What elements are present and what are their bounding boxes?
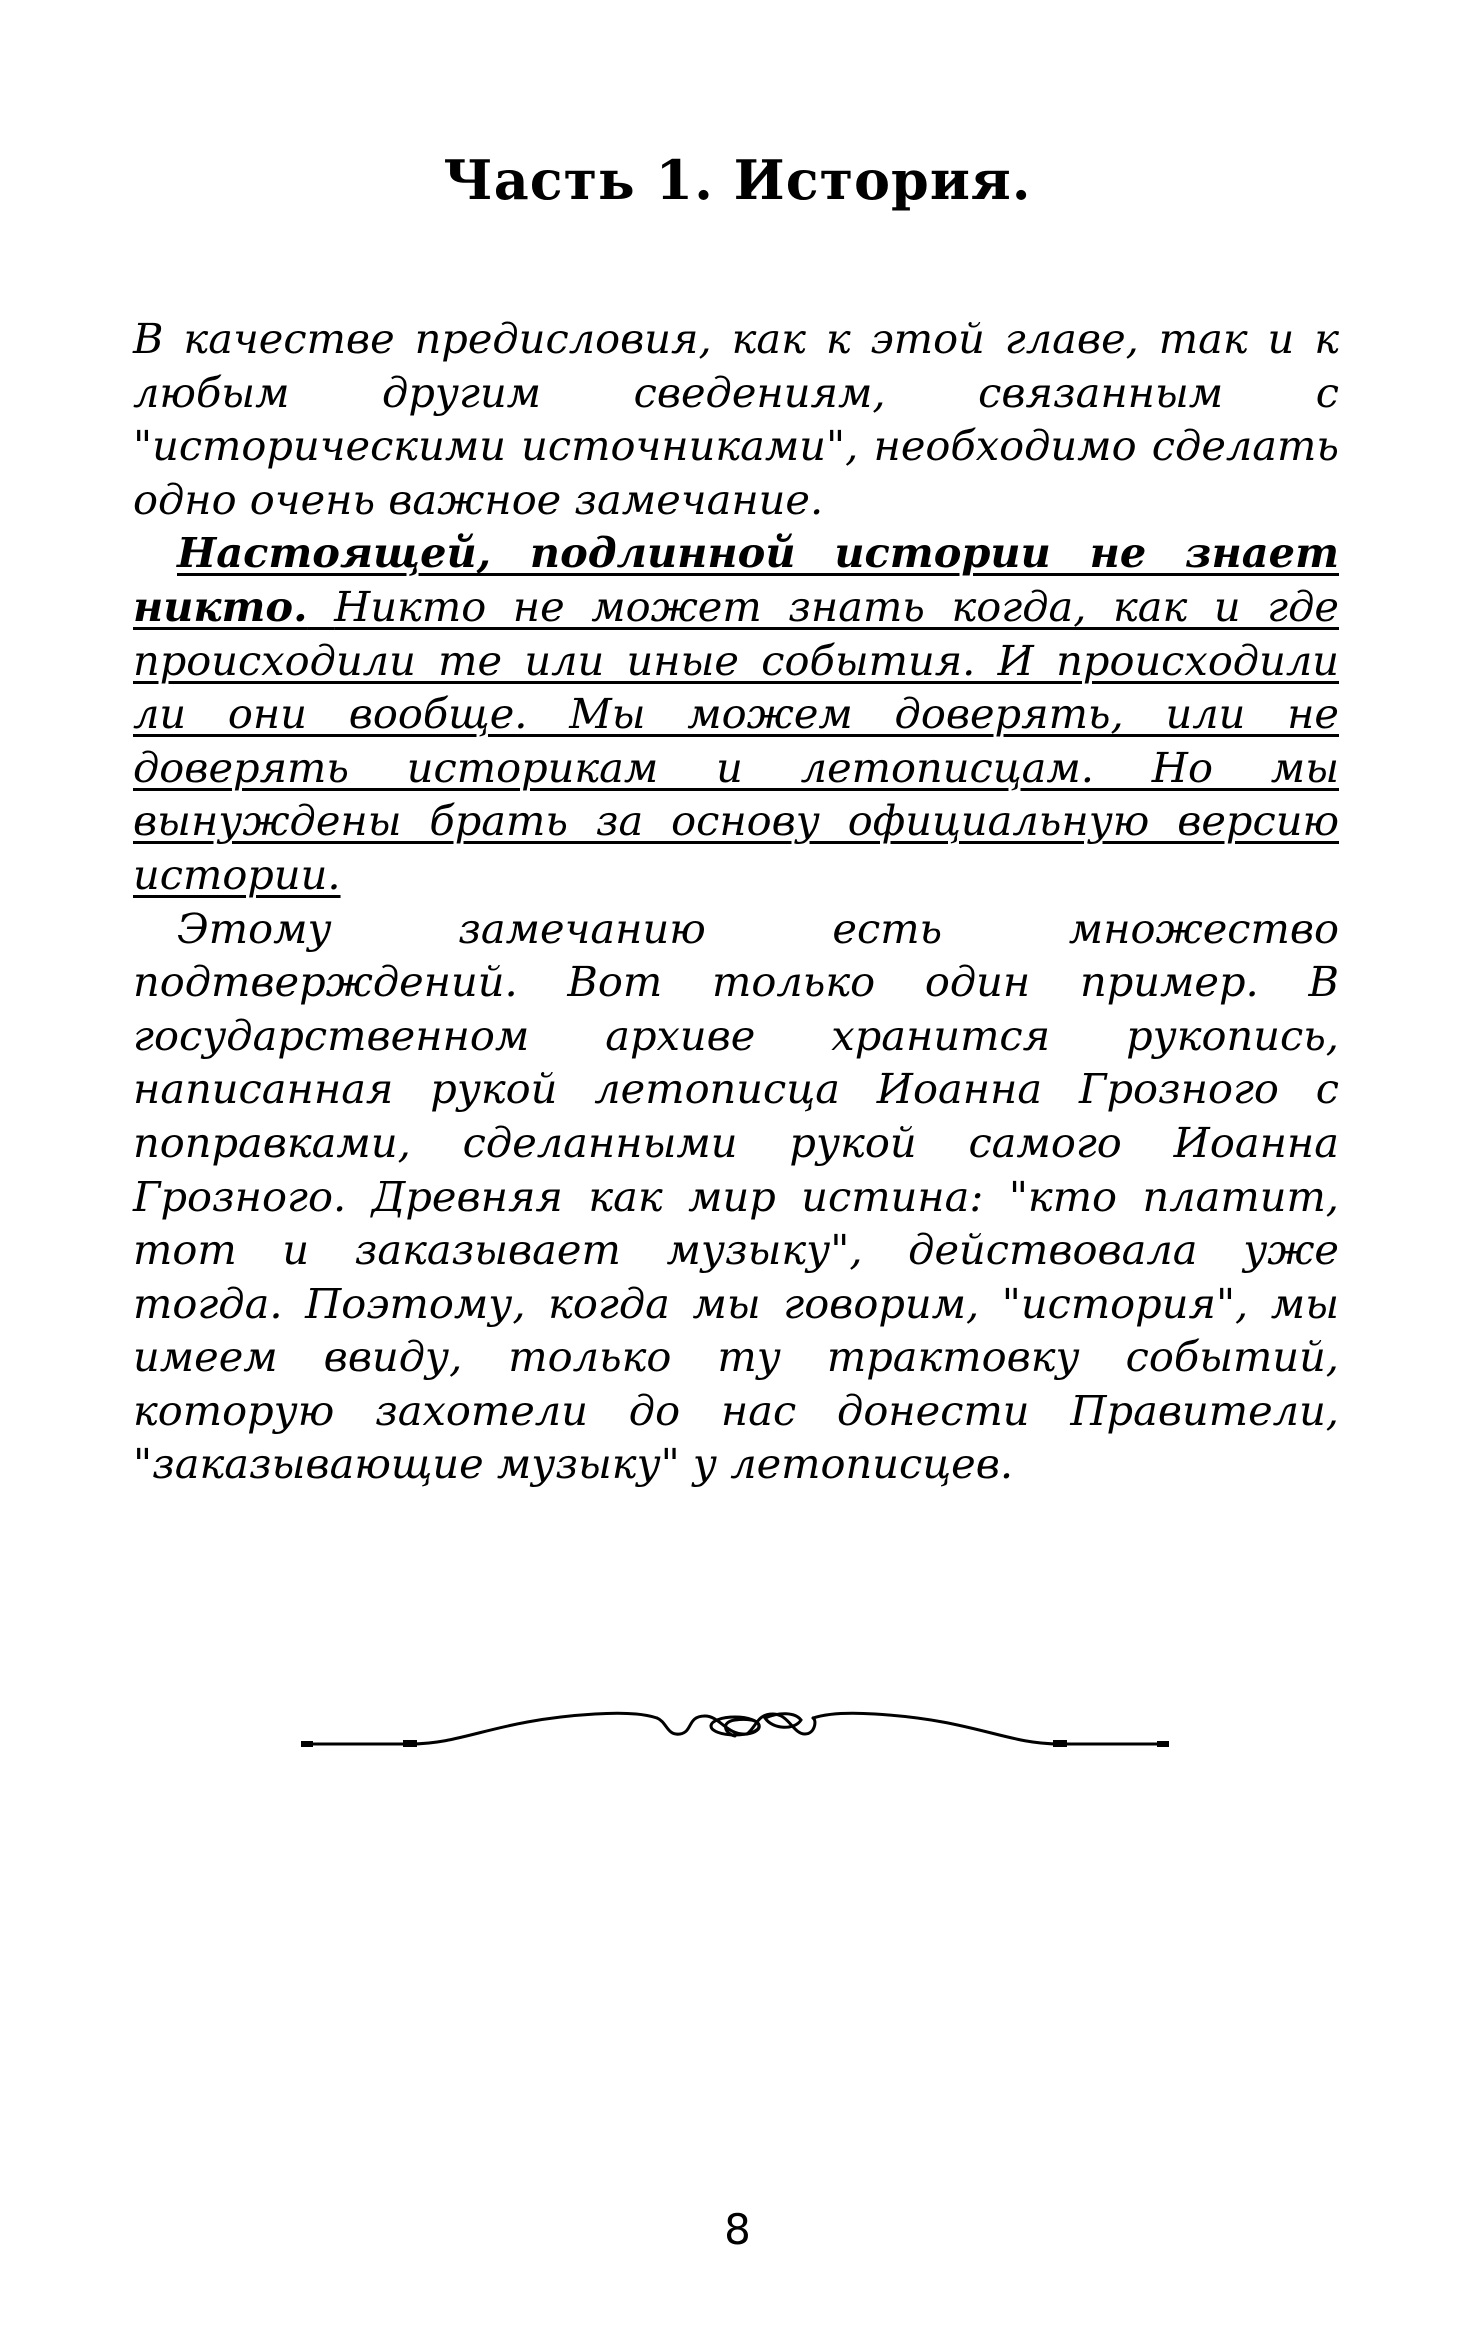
example-paragraph: Этому замечанию есть множество подтверждений. Вот только один пример. В государственном архиве хранится рукопись, написанная рукой летописца Иоанна Грозного с поправками, сделанными рукой самого Иоанна Грозного. Древняя как мир истина: "кто платит, тот и заказывает музыку", действовала уже тогда. Поэтому, когда мы говорим, "история", мы имеем ввиду, только ту трактовку событий, которую захотели до нас донести Правители, "заказывающие музыку" у летописцев. [133,903,1339,1489]
page-number: 8 [724,2205,751,2254]
key-statement-bold: Настоящей, подлинной истории не знает никто. [133,528,1339,631]
flourish-divider-icon [295,1700,1175,1760]
key-statement-text: Никто не может знать когда, как и где происходили те или иные события. И происходили ли они вообще. Мы можем доверять, или не доверять историкам и летописцам. Но мы вынуждены брать за основу официальную версию истории. [133,581,1339,899]
chapter-body [133,312,1339,1491]
chapter-title: Часть 1. История. [443,148,1032,212]
key-statement-paragraph [133,526,1339,901]
intro-paragraph: В качестве предисловия, как к этой главе, так и к любым другим сведениям, связанным с "историческими источниками", необходимо сделать одно очень важное замечание. [133,314,1339,524]
